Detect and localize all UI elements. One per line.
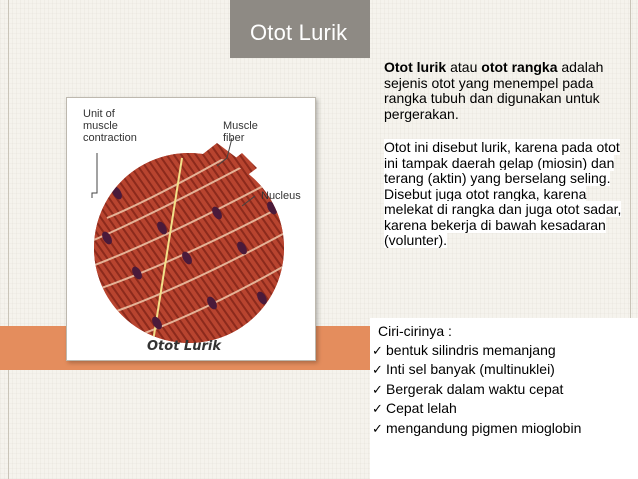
characteristics-items	[372, 341, 634, 439]
list-item	[372, 419, 634, 439]
list-item	[372, 341, 634, 361]
term-otot-rangka: otot rangka	[481, 59, 558, 75]
definition-connector: atau	[446, 59, 482, 75]
label-fiber-line2: fiber	[223, 132, 245, 144]
muscle-figure	[66, 97, 316, 361]
figure-caption: Otot Lurik	[147, 339, 221, 354]
label-muscle-fiber	[223, 120, 258, 144]
list-item-text: Bergerak dalam waktu cepat	[386, 380, 564, 397]
list-item	[372, 360, 634, 380]
explanation-text: Otot ini disebut lurik, karena pada otot ini tampak daerah gelap (miosin) dan terang (aktin) yang berselang seling. Disebut juga otot rangka, karena melekat di rangka dan juga otot sadar, karena bekerja di bawah kesadaran (volunter).	[384, 139, 622, 248]
label-unit-of-contraction	[83, 108, 137, 144]
definition-text: adalah sejenis otot yang menempel pada rangka tubuh dan digunakan untuk pergerakan.	[384, 59, 604, 122]
list-item-text: bentuk silindris memanjang	[386, 341, 556, 358]
explanation-paragraph	[384, 140, 634, 249]
label-nucleus: Nucleus	[261, 190, 301, 202]
list-item	[372, 380, 634, 400]
term-otot-lurik: Otot lurik	[384, 59, 447, 75]
list-item-text: mengandung pigmen mioglobin	[386, 419, 582, 436]
list-item-text: Cepat lelah	[386, 400, 457, 416]
characteristics-heading: Ciri-cirinya :	[378, 323, 452, 339]
label-unit-line2: muscle	[83, 120, 118, 132]
slide-title: Otot Lurik	[250, 20, 348, 45]
list-item	[372, 399, 634, 419]
definition-paragraph	[384, 60, 634, 122]
decor-line-left	[8, 0, 9, 479]
characteristics-list	[372, 322, 634, 438]
label-unit-line1: Unit of	[83, 108, 115, 120]
label-unit-line3: contraction	[83, 132, 137, 144]
label-fiber-line1: Muscle	[223, 120, 258, 132]
checkmark-icon: ✓	[372, 401, 383, 416]
checkmark-icon: ✓	[372, 342, 383, 358]
checkmark-icon: ✓	[372, 362, 383, 377]
description-block	[384, 60, 634, 267]
list-item-text: Inti sel banyak (multinuklei)	[386, 361, 555, 377]
checkmark-icon: ✓	[372, 420, 383, 436]
checkmark-icon: ✓	[372, 381, 383, 397]
